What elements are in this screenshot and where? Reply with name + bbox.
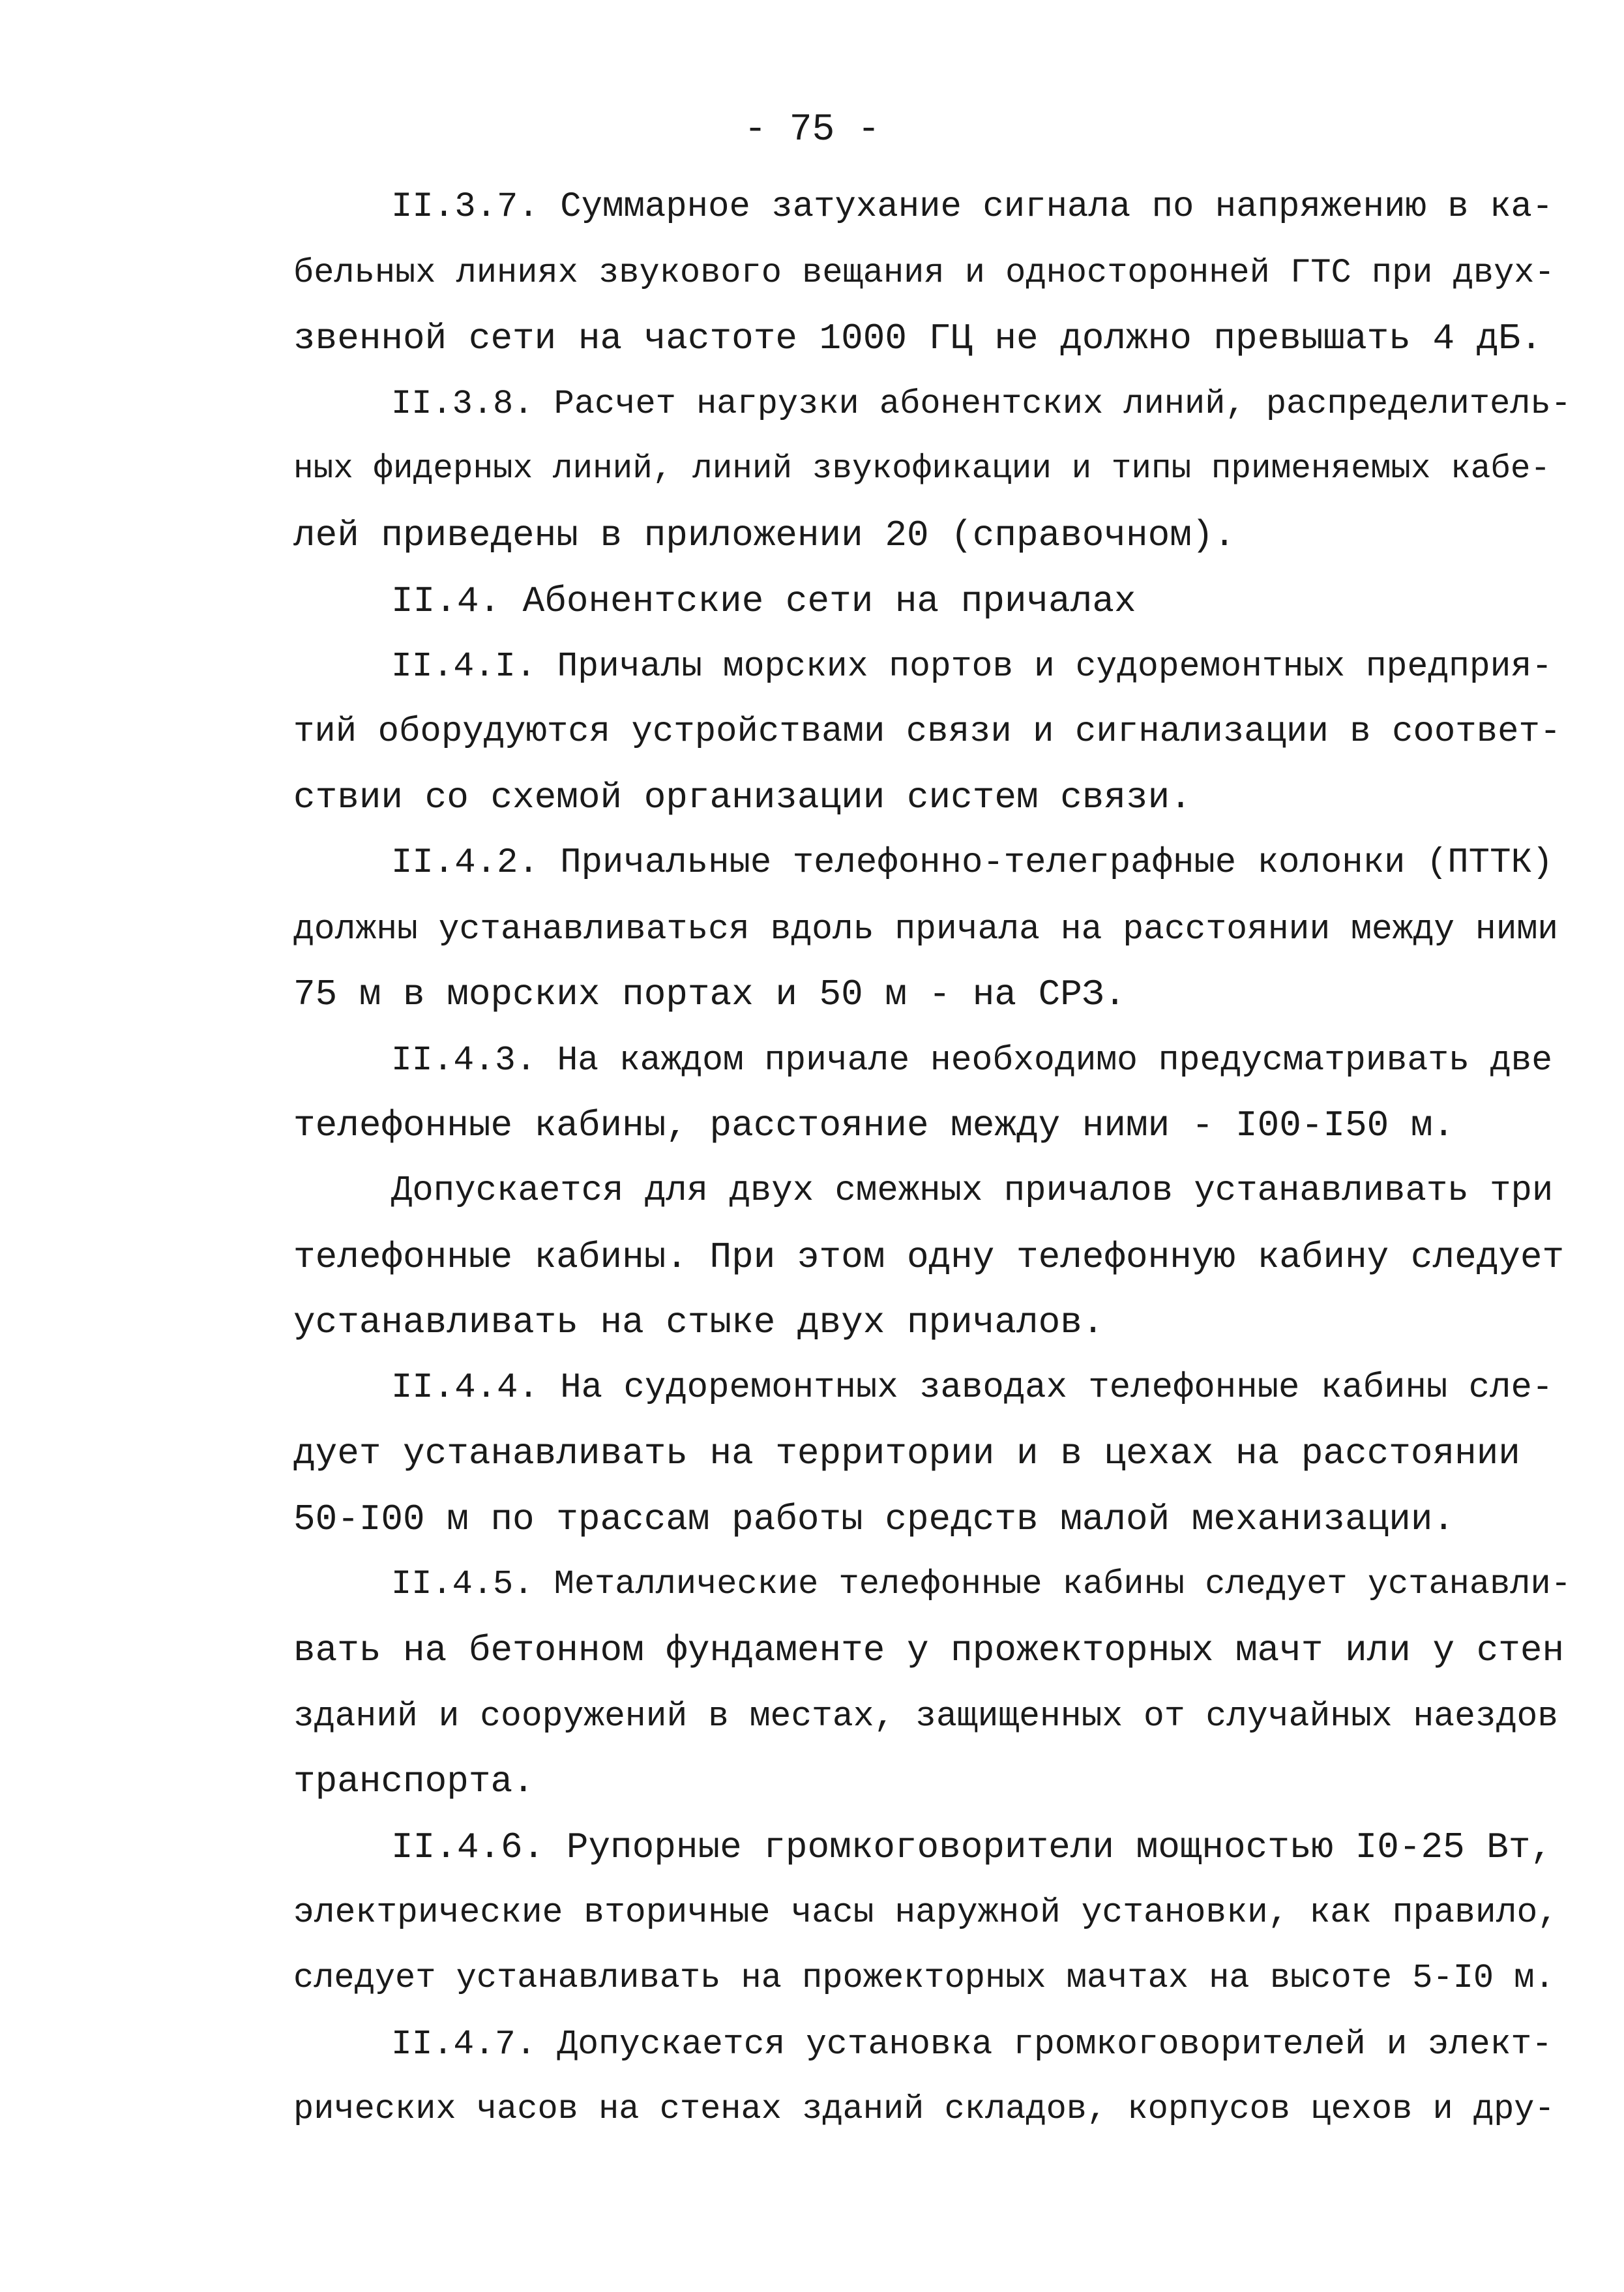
text-line: зданий и сооружений в местах, защищенных от случайных наездов [293, 1696, 1559, 1736]
text-line: звенной сети на частоте 1000 ГЦ не должно превышать 4 дБ. [293, 318, 1543, 360]
text-line: дует устанавливать на территории и в цехах на расстоянии [293, 1433, 1520, 1475]
text-line: рических часов на стенах зданий складов, корпусов цехов и дру- [293, 2090, 1555, 2129]
text-line: бельных линиях звукового вещания и односторонней ГТС при двух- [293, 253, 1555, 292]
text-line: ных фидерных линий, линий звукофикации и типы применяемых кабе- [293, 451, 1551, 488]
text-line: лей приведены в приложении 20 (справочном). [293, 514, 1236, 556]
text-line: устанавливать на стыке двух причалов. [293, 1302, 1104, 1344]
text-line: II.4.5. Металлические телефонные кабины следует устанавли- [391, 1565, 1571, 1604]
text-line: 50-I00 м по трассам работы средств малой механизации. [293, 1498, 1455, 1540]
text-line: вать на бетонном фундаменте у прожекторных мачт или у стен [293, 1630, 1565, 1672]
text-line: II.4.I. Причалы морских портов и судоремонтных предприя- [391, 647, 1553, 687]
text-line: тий оборудуются устройствами связи и сигнализации в соответ- [293, 711, 1561, 752]
text-line: транспорта. [293, 1761, 535, 1803]
text-line: II.3.7. Суммарное затухание сигнала по напряжению в ка- [391, 187, 1554, 227]
text-line: ствии со схемой организации систем связи. [293, 777, 1192, 819]
page-number: - 75 - [744, 109, 880, 151]
text-line: телефонные кабины, расстояние между ними - I00-I50 м. [293, 1105, 1455, 1147]
text-line: следует устанавливать на прожекторных мачтах на высоте 5-I0 м. [293, 1959, 1555, 1998]
body-text [293, 175, 1571, 2143]
text-line: Допускается для двух смежных причалов устанавливать три [391, 1170, 1554, 1211]
text-line: должны устанавливаться вдоль причала на расстоянии между ними [293, 909, 1559, 949]
text-line: II.4.6. Рупорные громкоговорители мощностью I0-25 Вт, [391, 1826, 1553, 1868]
text-line: II.4.4. На судоремонтных заводах телефонные кабины сле- [391, 1367, 1554, 1408]
text-line: II.4.2. Причальные телефонно-телеграфные колонки (ПТТК) [391, 842, 1554, 883]
text-line: телефонные кабины. При этом одну телефонную кабину следует [293, 1236, 1565, 1278]
text-line: II.4.3. На каждом причале необходимо предусматривать две [391, 1040, 1553, 1080]
text-line: 75 м в морских портах и 50 м - на СРЗ. [293, 974, 1127, 1016]
text-line: II.4. Абонентские сети на причалах [391, 580, 1136, 622]
text-line: электрические вторичные часы наружной установки, как правило, [293, 1893, 1559, 1933]
text-line: II.4.7. Допускается установка громкоговорителей и элект- [391, 2024, 1553, 2064]
text-line: II.3.8. Расчет нагрузки абонентских линий, распределитель- [391, 384, 1571, 423]
